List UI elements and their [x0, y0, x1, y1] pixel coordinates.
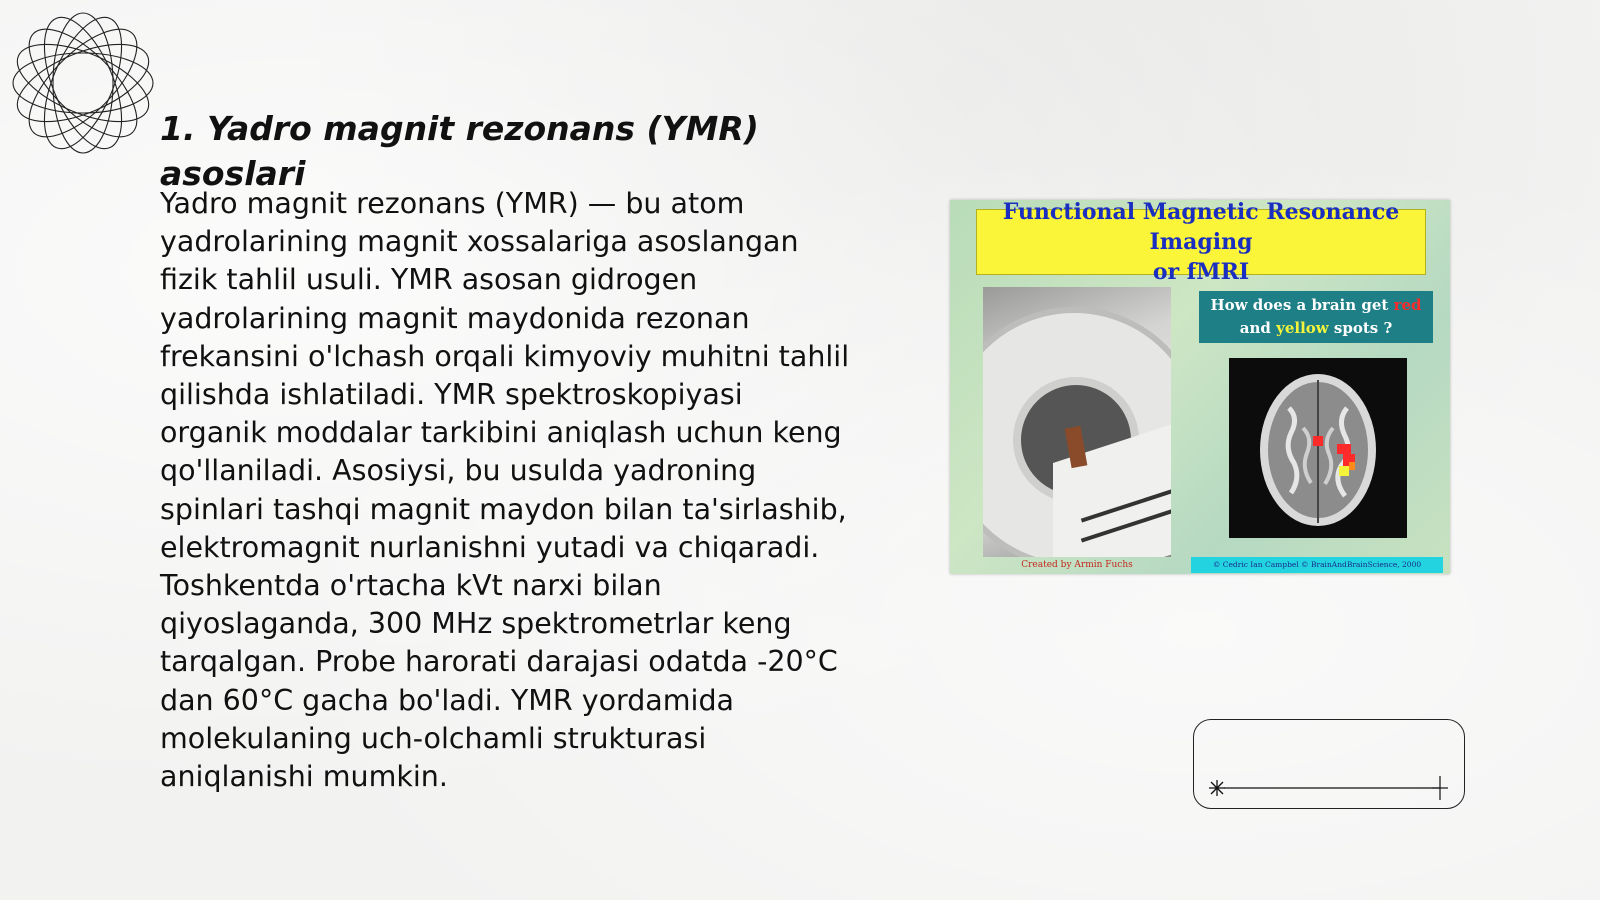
brain-scan-image: [1229, 358, 1407, 538]
question-red-word: red: [1393, 296, 1422, 314]
decorative-box: [1193, 719, 1465, 809]
slide-title: 1. Yadro magnit rezonans (YMR) asoslari: [160, 109, 759, 193]
question-yellow-word: yellow: [1276, 319, 1329, 337]
star-sparkle-icon: [1209, 780, 1225, 796]
mri-scanner-photo: [983, 287, 1171, 557]
question-suffix: spots ?: [1328, 319, 1393, 337]
body-paragraph: Yadro magnit rezonans (YMR) — bu atom yadrolarining magnit xossalariga asoslangan fizik tahlil usuli. YMR asosan gidrogen yadrolarining magnit maydonida rezonan frekansini o'lchash orqali kimyoviy muhitni tahlil qilishda ishlatiladi. YMR spektroskopiyasi organik moddalar tarkibini aniqlash uchun keng qo'llaniladi. Asosiysi, bu usulda yadroning spinlari tashqi magnit maydon bilan ta'sirlashib, elektromagnit nurlanishni yutadi va chiqaradi. Toshkentda o'rtacha kVt narxi bilan qiyoslaganda, 300 MHz spektrometrlar keng tarqalgan. Probe harorati darajasi odatda -20°C dan 60°C gacha bo'ladi. YMR yordamida molekulaning uch-olchamli strukturasi aniqlanishi mumkin.: [160, 187, 850, 794]
question-line2-prefix: and: [1239, 319, 1277, 337]
fmri-question-box: [1199, 291, 1433, 343]
credit-right: © Cedric Ian Campbel © BrainAndBrainScience, 2000: [1191, 557, 1443, 573]
ornament-circles-icon: [8, 8, 158, 158]
fmri-title-box: [976, 199, 1426, 285]
fmri-title-line1: Functional Magnetic Resonance Imaging: [1002, 199, 1400, 255]
fmri-title-line2: or fMRI: [1152, 259, 1250, 285]
question-prefix: How does a brain get: [1210, 296, 1394, 314]
credit-left: Created by Armin Fuchs: [1021, 560, 1133, 570]
fmri-figure: [950, 200, 1450, 574]
